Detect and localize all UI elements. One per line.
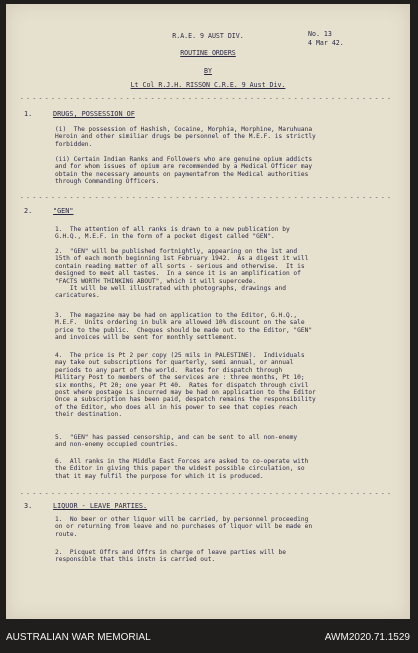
footer-credit: AUSTRALIAN WAR MEMORIAL	[6, 632, 151, 643]
separator-line: - - - - - - - - - - - - - - - - - - - - - - - - - - - - - - - - - - - - - - - - - - - - - - - - - - - - - - - - - - - -	[20, 194, 391, 201]
section-paragraph: 1. No beer or other liquor will be carried, by personnel proceeding on or returning from leave and no purchases of liquor will be made en route.	[55, 516, 313, 538]
order-date: 4 Mar 42.	[308, 39, 344, 47]
section-paragraph: 5. "GEN" has passed censorship, and can be sent to all non-enemy and non-enemy occupied countries.	[55, 434, 298, 449]
section-paragraph: 1. The attention of all ranks is drawn to a new publication by G.H.Q., M.E.F. in the form of a pocket digest called "GEN".	[55, 226, 290, 241]
separator-line: - - - - - - - - - - - - - - - - - - - - - - - - - - - - - - - - - - - - - - - - - - - - - - - - - - - - - - - - - - - -	[20, 490, 391, 497]
author-line: Lt Col R.J.H. RISSON C.R.E. 9 Aust Div.	[130, 81, 286, 89]
section-number: 2.	[24, 207, 33, 215]
section-number: 3.	[24, 502, 33, 510]
section-number: 1.	[24, 110, 33, 118]
by-line: BY	[204, 67, 212, 75]
section-paragraph: 6. All ranks in the Middle East Forces are asked to co-operate with the Editor in giving this paper the widest possible circulation, so that it may fulfil the purpose for which it is produced.	[55, 458, 309, 480]
unit-heading: R.A.E. 9 AUST DIV.	[172, 32, 244, 40]
section-paragraph: 2. "GEN" will be published fortnightly, appearing on the 1st and 15th of each month beginning 1st February 1942. As a digest it will contain reading matter of all sorts - serious and otherwise. It is designed to meet all tastes. In a sence it is an amplification of "FACTS WORTH THINKING ABOUT", which it will supercede. It will be well illustrated with photographs, drawings and caricatures.	[55, 248, 309, 300]
section-title: LIQUOR - LEAVE PARTIES.	[53, 502, 148, 510]
document-title: ROUTINE ORDERS	[180, 49, 236, 57]
section-title: "GEN"	[53, 207, 74, 215]
section-title: DRUGS, POSSESSION OF	[53, 110, 135, 118]
separator-line: - - - - - - - - - - - - - - - - - - - - - - - - - - - - - - - - - - - - - - - - - - - - - - - - - - - - - - - - - - - -	[20, 95, 391, 102]
footer-accession-number: AWM2020.71.1529	[324, 632, 410, 643]
section-paragraph: 3. The magazine may be had on application to the Editor, G.H.Q., M.E.F. Units ordering in bulk are allowed 10% discount on the sale price to the public. Cheques should be made out to the Editor, "GEN" and invoices will be sent for monthly settlement.	[55, 312, 313, 342]
document-page	[6, 4, 410, 619]
order-number: No. 13	[308, 30, 332, 38]
section-paragraph: (ii) Certain Indian Ranks and Followers who are genuine opium addicts and for whom issues of opium are recommended by a Medical Officer may obtain the necessary amounts on paymentafrom the Medical authorities through Commanding Officers.	[55, 156, 313, 186]
section-paragraph: 2. Picquet Offrs and Offrs in charge of leave parties will be responsible that this instn is carried out.	[55, 549, 286, 564]
section-paragraph: 4. The price is Pt 2 per copy (25 mils in PALESTINE). Individuals may take out subscriptions for quarterly, semi annual, or annual periods to any part of the world. Rates for dispatch through Military Post to members of the services are : three months, Pt 10; six months, Pt 20; one year Pt 40. Rates for dispatch through civil post where postage is incurred may be had on application to the Editor Once a subscription has been paid, despatch remains the responsibility of the Editor, who does all in his power to see that copies reach their destination.	[55, 352, 316, 419]
section-paragraph: (i) The possession of Hashish, Cocaine, Morphia, Morphine, Maruhuana Heroin and other similiar drugs be personnel of the M.E.F. is strictly forbidden.	[55, 126, 316, 148]
